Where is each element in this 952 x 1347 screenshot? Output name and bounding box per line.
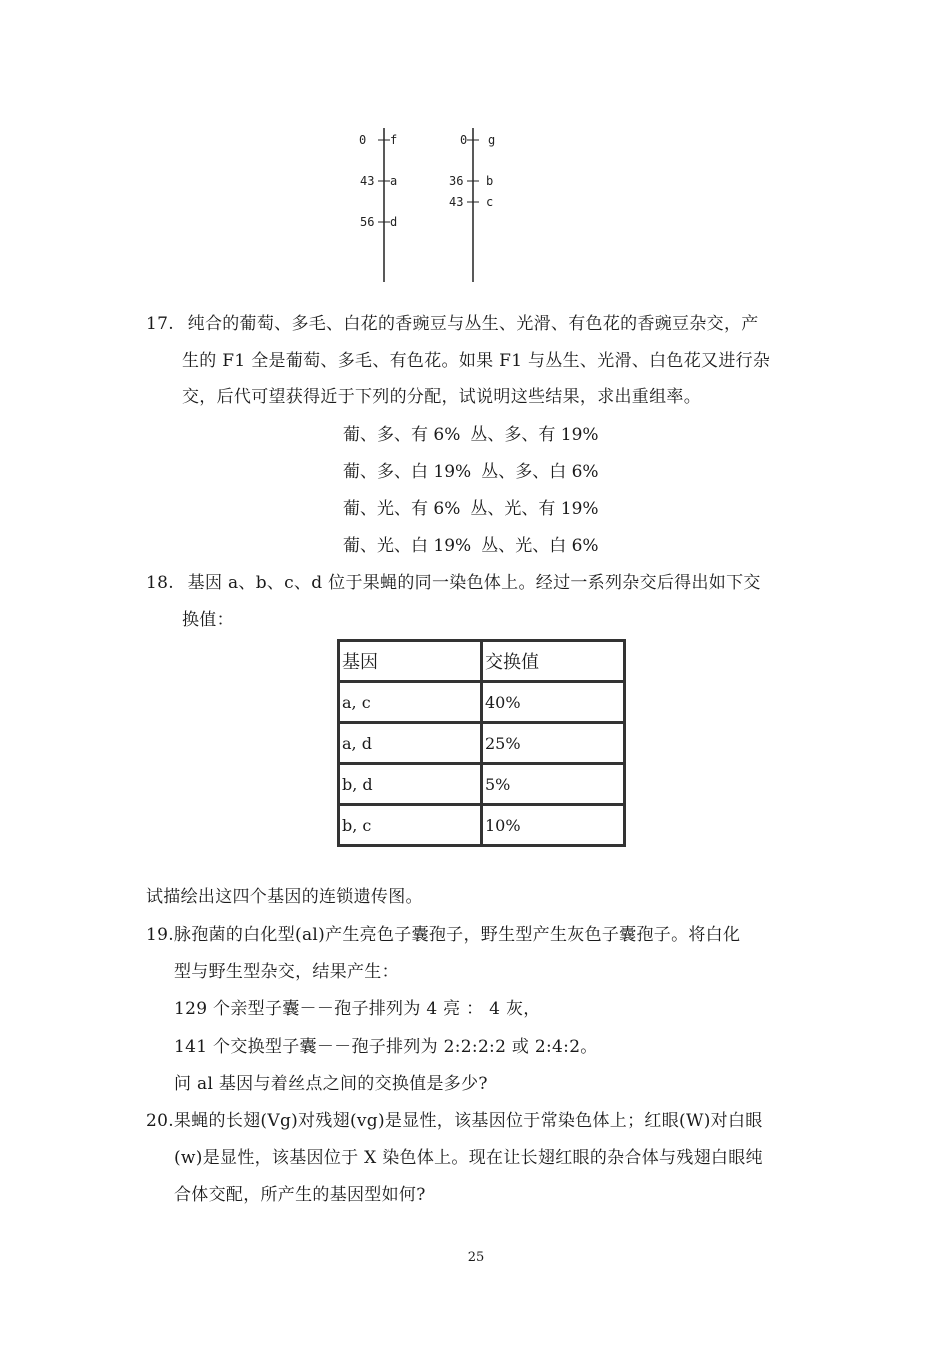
q19-line-1: 19.脉孢菌的白化型(al)产生亮色子囊孢子，野生型产生灰色子囊孢子。将白化 — [146, 925, 741, 945]
crossover-table — [337, 639, 626, 847]
table-row — [339, 723, 624, 764]
chrom1-gene-f: f — [390, 133, 398, 147]
table-header-cell: 交换值 — [482, 641, 624, 682]
chromosome-maps-svg — [340, 120, 540, 290]
table-cell: 25% — [482, 723, 624, 764]
dist-right: 丛、多、有 19% — [470, 425, 599, 445]
table-row — [339, 764, 624, 805]
chrom2-pos-43: 43 — [449, 195, 464, 209]
table-cell: 5% — [482, 764, 624, 805]
q17-line-2: 生的 F1 全是葡萄、多毛、有色花。如果 F1 与丛生、光滑、白色花又进行杂 — [182, 351, 771, 371]
q17-line-1 — [146, 312, 759, 336]
table-cell: a, d — [339, 723, 482, 764]
table-header-cell: 基因 — [339, 641, 482, 682]
chrom2-gene-g: g — [488, 133, 496, 147]
chrom1-gene-a: a — [390, 174, 398, 188]
dist-left: 葡、多、白 19% — [343, 462, 472, 482]
table-header-row — [339, 641, 624, 682]
q19-line-2: 型与野生型杂交，结果产生： — [174, 962, 399, 982]
table-cell: b, c — [339, 805, 482, 845]
chrom2-gene-c: c — [486, 195, 494, 209]
chrom1-pos-0: 0 — [359, 133, 367, 147]
q18-line-1 — [146, 571, 761, 595]
page-number: 25 — [467, 1250, 485, 1265]
dist-right: 丛、光、白 6% — [481, 536, 599, 556]
table-row — [339, 805, 624, 845]
q19-line-3: 129 个亲型子囊－－孢子排列为 4 亮 ： 4 灰， — [174, 999, 541, 1019]
q18-number: 18. — [146, 573, 174, 593]
chrom1-pos-43: 43 — [360, 174, 375, 188]
table-cell: 10% — [482, 805, 624, 845]
q20-line-2: (w)是显性，该基因位于 X 染色体上。现在让长翅红眼的杂合体与残翅白眼纯 — [174, 1148, 763, 1168]
q17-line-3: 交，后代可望获得近于下列的分配，试说明这些结果，求出重组率。 — [182, 387, 701, 407]
dist-right: 丛、光、有 19% — [470, 499, 599, 519]
dist-left: 葡、多、有 6% — [343, 425, 461, 445]
q17-number: 17. — [146, 314, 174, 334]
q18-line-2: 换值： — [182, 610, 234, 630]
dist-left: 葡、光、有 6% — [343, 499, 461, 519]
chromosome-maps — [340, 120, 540, 290]
chrom1-gene-d: d — [390, 215, 398, 229]
chrom2-pos-0: 0 — [460, 133, 468, 147]
q17-text-1: 纯合的葡萄、多毛、白花的香豌豆与丛生、光滑、有色花的香豌豆杂交，产 — [187, 314, 759, 334]
chrom2-gene-b: b — [486, 174, 494, 188]
table-cell: 40% — [482, 682, 624, 723]
q18-after-text: 试描绘出这四个基因的连锁遗传图。 — [146, 887, 423, 907]
q20-line-1: 20.果蝇的长翅(Vg)对残翅(vg)是显性，该基因位于常染色体上；红眼(W)对白眼 — [146, 1111, 763, 1131]
table-row — [339, 682, 624, 723]
dist-left: 葡、光、白 19% — [343, 536, 472, 556]
q19-line-4: 141 个交换型子囊－－孢子排列为 2:2:2:2 或 2:4:2。 — [174, 1037, 598, 1057]
q19-line-5: 问 al 基因与着丝点之间的交换值是多少? — [174, 1074, 488, 1094]
q17-dist-row — [343, 423, 599, 447]
q17-dist-row — [343, 497, 599, 521]
q17-dist-row — [343, 534, 599, 558]
q20-line-3: 合体交配，所产生的基因型如何? — [174, 1185, 426, 1205]
chrom1-pos-56: 56 — [360, 215, 375, 229]
q17-dist-row — [343, 460, 599, 484]
q18-text-1: 基因 a、b、c、d 位于果蝇的同一染色体上。经过一系列杂交后得出如下交 — [187, 573, 761, 593]
table-cell: b, d — [339, 764, 482, 805]
dist-right: 丛、多、白 6% — [481, 462, 599, 482]
table-cell: a, c — [339, 682, 482, 723]
chrom2-pos-36: 36 — [449, 174, 464, 188]
